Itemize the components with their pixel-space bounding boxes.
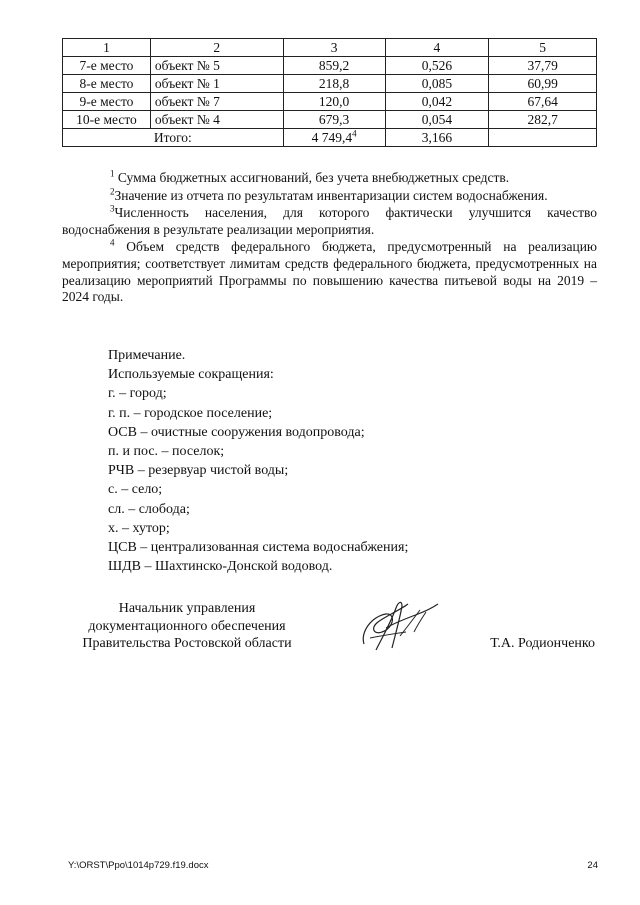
table-header-cell: 2 bbox=[150, 39, 283, 57]
signer-position bbox=[62, 600, 312, 653]
table-header-row bbox=[63, 39, 597, 57]
abbreviations-note bbox=[108, 346, 608, 576]
footnote bbox=[62, 170, 597, 187]
total-label: Итого: bbox=[63, 129, 284, 147]
table-row bbox=[63, 57, 597, 75]
signer-position-line: документационного обеспечения bbox=[88, 618, 286, 634]
footnote-text: Сумма бюджетных ассигнований, без учета внебюджетных средств. bbox=[117, 170, 510, 185]
footnote-number: 4 bbox=[110, 237, 115, 248]
abbreviation-item: ОСВ – очистные сооружения водопровода; bbox=[108, 424, 365, 440]
table-header-cell: 3 bbox=[283, 39, 385, 57]
abbreviation-item: п. и пос. – поселок; bbox=[108, 444, 225, 460]
total-sum-value: 4 749,4 bbox=[311, 129, 353, 145]
note-title: Примечание. bbox=[108, 348, 186, 363]
abbreviation-item: ЦСВ – централизованная система водоснабжения; bbox=[108, 540, 409, 556]
table-cell-value: 67,64 bbox=[489, 93, 597, 111]
table-row bbox=[63, 75, 597, 93]
table-cell-value: 0,085 bbox=[385, 75, 489, 93]
total-sum bbox=[283, 129, 385, 147]
page-number: 24 bbox=[587, 860, 598, 871]
table-cell-value: 859,2 bbox=[283, 57, 385, 75]
footnote-number: 3 bbox=[110, 203, 115, 214]
table-cell-value: 0,042 bbox=[385, 93, 489, 111]
abbreviation-item: х. – хутор; bbox=[108, 520, 170, 536]
table-header-cell: 4 bbox=[385, 39, 489, 57]
table-cell-rank: 10-е место bbox=[63, 111, 151, 129]
note-subtitle: Используемые сокращения: bbox=[108, 367, 274, 383]
table-cell-rank: 7-е место bbox=[63, 57, 151, 75]
abbreviation-item: г. п. – городское поселение; bbox=[108, 405, 273, 421]
table-cell-object: объект № 1 bbox=[150, 75, 283, 93]
table-cell-object: объект № 7 bbox=[150, 93, 283, 111]
table-cell-rank: 8-е место bbox=[63, 75, 151, 93]
table-cell-value: 0,054 bbox=[385, 111, 489, 129]
table-header-cell: 5 bbox=[489, 39, 597, 57]
table-cell-value: 218,8 bbox=[283, 75, 385, 93]
signer-name: Т.А. Родионченко bbox=[490, 636, 595, 651]
table-cell-object: объект № 5 bbox=[150, 57, 283, 75]
abbreviation-item: г. – город; bbox=[108, 386, 167, 402]
table-row bbox=[63, 111, 597, 129]
footnote bbox=[62, 205, 597, 238]
table-cell-object: объект № 4 bbox=[150, 111, 283, 129]
table-cell-rank: 9-е место bbox=[63, 93, 151, 111]
table-cell-value: 120,0 bbox=[283, 93, 385, 111]
total-sum-footnote-ref: 4 bbox=[352, 128, 357, 138]
abbreviation-item: ШДВ – Шахтинско-Донской водовод. bbox=[108, 559, 333, 575]
table-row bbox=[63, 93, 597, 111]
handwritten-signature bbox=[356, 592, 446, 662]
signature-block bbox=[62, 600, 597, 670]
footnote bbox=[62, 188, 597, 205]
table-cell-value: 60,99 bbox=[489, 75, 597, 93]
total-col5-empty bbox=[489, 129, 597, 147]
file-path: Y:\ORST\Ppo\1014p729.f19.docx bbox=[68, 860, 209, 871]
footnote-text: Значение из отчета по результатам инвентаризации систем водоснабжения. bbox=[114, 187, 548, 203]
table-cell-value: 37,79 bbox=[489, 57, 597, 75]
footnote-text: Численность населения, для которого фактически улучшится качество водоснабжения в результате реализации мероприятия. bbox=[62, 205, 597, 237]
abbreviation-item: сл. – слобода; bbox=[108, 501, 190, 517]
total-col4: 3,166 bbox=[385, 129, 489, 147]
abbreviation-item: РЧВ – резервуар чистой воды; bbox=[108, 463, 289, 479]
table-cell-value: 0,526 bbox=[385, 57, 489, 75]
footnote bbox=[62, 239, 597, 305]
signer-position-line: Начальник управления bbox=[118, 601, 256, 616]
table-total-row bbox=[63, 129, 597, 147]
footnote-text: Объем средств федерального бюджета, предусмотренный на реализацию мероприятия; соответствует лимитам средств федерального бюджета, предусмотренных на реализацию мероприятий Программы по повышению качества питьевой воды на 2019 – 2024 годы. bbox=[62, 239, 598, 305]
table-cell-value: 679,3 bbox=[283, 111, 385, 129]
table-header-cell: 1 bbox=[63, 39, 151, 57]
table-cell-value: 282,7 bbox=[489, 111, 597, 129]
signer-position-line: Правительства Ростовской области bbox=[82, 636, 292, 651]
ranking-table bbox=[62, 38, 597, 147]
footnote-number: 1 bbox=[110, 168, 115, 179]
footnote-number: 2 bbox=[110, 186, 115, 197]
abbreviation-item: с. – село; bbox=[108, 482, 163, 498]
footnotes bbox=[62, 170, 597, 307]
